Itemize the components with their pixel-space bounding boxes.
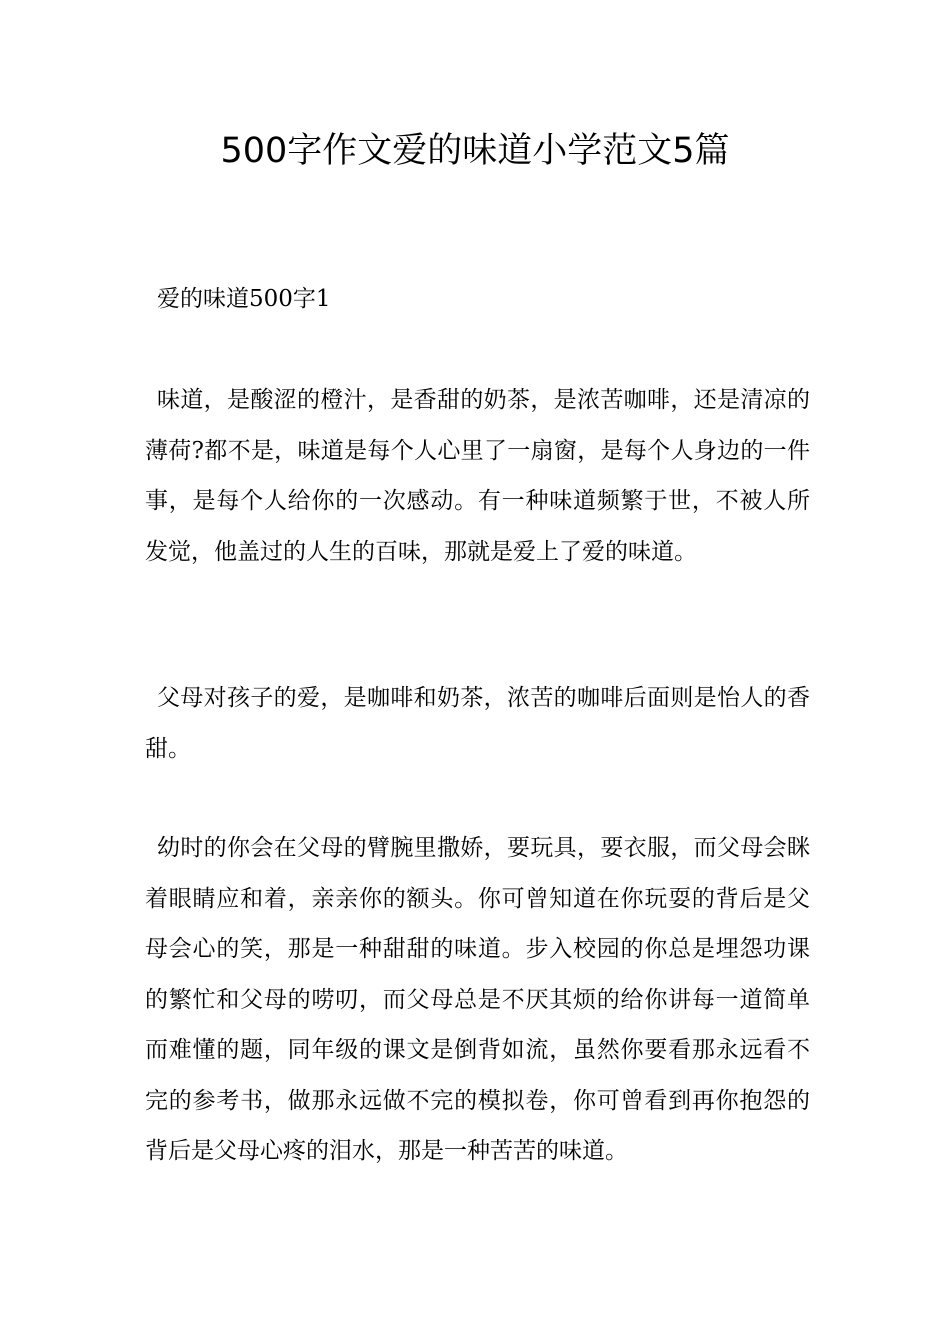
- paragraph: 味道，是酸涩的橙汁，是香甜的奶茶，是浓苦咖啡，还是清凉的薄荷?都不是，味道是每个人心里了一扇窗，是每个人身边的一件事，是每个人给你的一次感动。有一种味道频繁于世，不被人所发觉，他盖过的人生的百味，那就是爱上了爱的味道。: [145, 387, 810, 565]
- paragraph: 幼时的你会在父母的臂腕里撒娇，要玩具，要衣服，而父母会眯着眼睛应和着，亲亲你的额头。你可曾知道在你玩耍的背后是父母会心的笑，那是一种甜甜的味道。步入校园的你总是埋怨功课的繁忙和父母的唠叨，而父母总是不厌其烦的给你讲每一道简单而难懂的题，同年级的课文是倒背如流，虽然你要看那永远看不完的参考书，做那永远做不完的模拟卷，你可曾看到再你抱怨的背后是父母心疼的泪水，那是一种苦苦的味道。: [145, 835, 810, 1164]
- document-title: 500字作文爱的味道小学范文5篇: [220, 131, 730, 171]
- paragraph: 父母对孩子的爱，是咖啡和奶茶，浓苦的咖啡后面则是怡人的香甜。: [145, 685, 810, 762]
- section-heading: 爱的味道500字1: [157, 286, 331, 312]
